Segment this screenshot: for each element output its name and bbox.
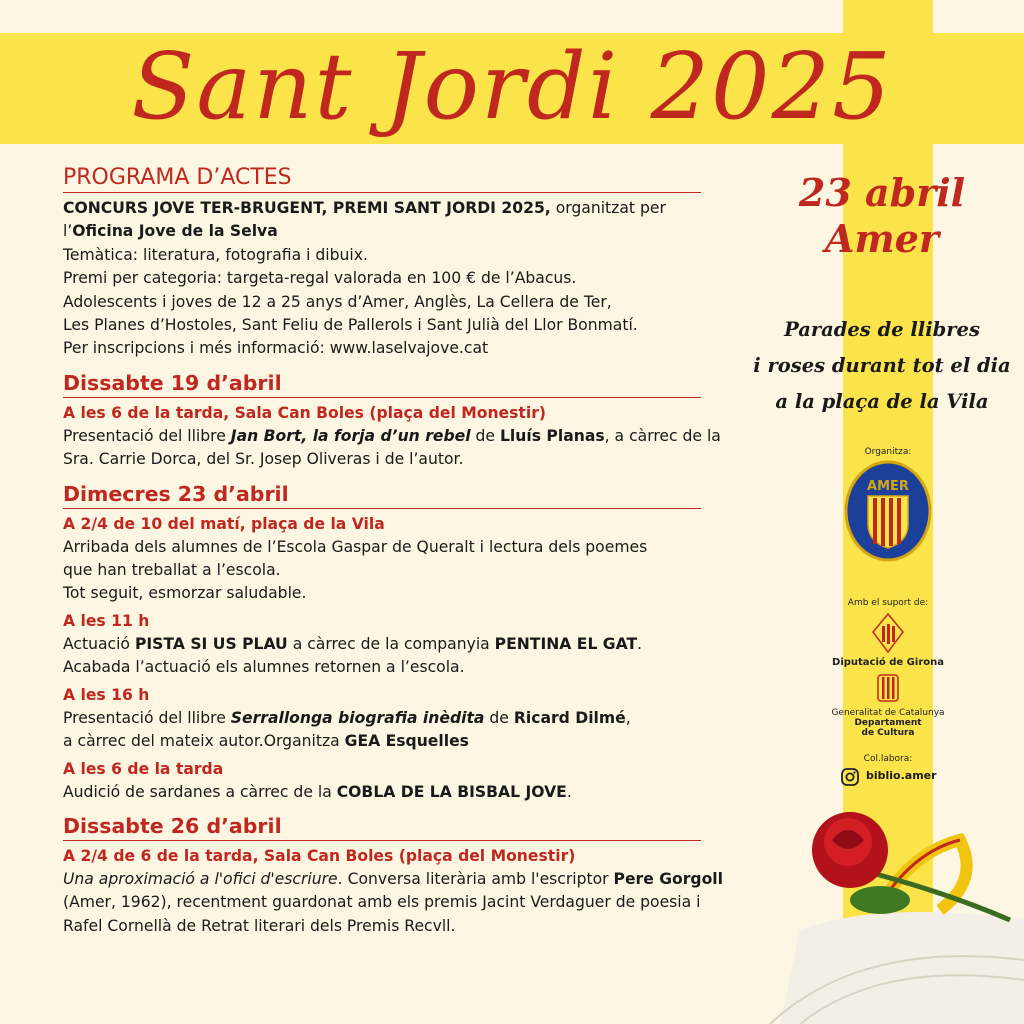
text: de bbox=[484, 708, 514, 727]
day3-time: A 2/4 de 6 de la tarda, Sala Can Boles (plaça del Monestir) bbox=[63, 846, 576, 865]
contest-towns: Les Planes d’Hostoles, Sant Feliu de Pallerols i Sant Julià del Llor Bonmatí. bbox=[63, 316, 638, 335]
text: . Conversa literària amb l'escriptor bbox=[337, 869, 614, 888]
day2-e3-time: A les 16 h bbox=[63, 685, 150, 704]
department-line2: de Cultura bbox=[861, 728, 915, 738]
day1-time: A les 6 de la tarda, Sala Can Boles (plaça del Monestir) bbox=[63, 403, 547, 422]
text: Actuació bbox=[63, 634, 135, 653]
day2-e2-line2: Acabada l’actuació els alumnes retornen a l’escola. bbox=[63, 658, 465, 677]
day2-e3-line1 bbox=[63, 707, 723, 730]
text: de bbox=[470, 426, 500, 445]
amer-crest-logo bbox=[844, 460, 932, 562]
day2-e4-band: COBLA DE LA BISBAL JOVE bbox=[336, 782, 567, 801]
text: , a càrrec de la Sra. Carrie Dorca, del Sr. Josep Oliveras i de l’autor. bbox=[63, 426, 721, 469]
day2-e1-line3: Tot seguit, esmorzar saludable. bbox=[63, 584, 307, 603]
contest-theme: Temàtica: literatura, fotografia i dibuix. bbox=[63, 245, 368, 264]
stalls-line2: i roses durant tot el dia bbox=[753, 354, 1011, 377]
day2-e3-book: Serrallonga biografia inèdita bbox=[230, 708, 485, 727]
contest-age: Adolescents i joves de 12 a 25 anys d’Amer, Anglès, La Cellera de Ter, bbox=[63, 292, 612, 311]
day1-title: Dissabte 19 d’abril bbox=[63, 370, 282, 395]
contest-text: organitzat per l’ bbox=[63, 199, 666, 241]
day2-e1-time: A 2/4 de 10 del matí, plaça de la Vila bbox=[63, 514, 385, 533]
text: a càrrec del mateix autor.Organitza bbox=[63, 732, 345, 751]
text: Audició de sardanes a càrrec de la bbox=[63, 782, 337, 801]
day2-title: Dimecres 23 d’abril bbox=[63, 481, 289, 506]
day2-company: PENTINA EL GAT bbox=[494, 634, 638, 653]
day3-talk: Una aproximació a l'ofici d'escriure bbox=[63, 869, 338, 888]
collabora-label: Col.labora: bbox=[863, 754, 913, 764]
stalls-info bbox=[740, 312, 1024, 420]
stalls-line3: a la plaça de la Vila bbox=[775, 390, 989, 413]
text: . bbox=[566, 782, 572, 801]
text: Presentació del llibre bbox=[63, 426, 231, 445]
event-date bbox=[740, 170, 1024, 262]
rose-and-book-illustration bbox=[740, 780, 1024, 1024]
generalitat-label: Generalitat de Catalunya bbox=[831, 708, 945, 718]
biblio-handle: biblio.amer bbox=[866, 769, 937, 782]
text: , bbox=[625, 708, 631, 727]
divider bbox=[63, 840, 701, 841]
day2-e1-line1: Arribada dels alumnes de l’Escola Gaspar de Queralt i lectura dels poemes bbox=[63, 537, 648, 556]
diputacio-logo-icon bbox=[871, 612, 905, 654]
day2-e3-author: Ricard Dilmé bbox=[513, 708, 626, 727]
day1-author: Lluís Planas bbox=[499, 426, 605, 445]
program-heading: PROGRAMA D’ACTES bbox=[63, 165, 292, 190]
contest-name: CONCURS JOVE TER-BRUGENT, PREMI SANT JORDI 2025, bbox=[63, 199, 551, 217]
day2-e2-line1 bbox=[63, 633, 723, 656]
text: Presentació del llibre bbox=[63, 708, 231, 727]
day3-event bbox=[63, 868, 723, 938]
contest-organizer: Oficina Jove de la Selva bbox=[72, 222, 278, 241]
day2-show: PISTA SI US PLAU bbox=[134, 634, 288, 653]
support-label: Amb el suport de: bbox=[847, 598, 929, 608]
program bbox=[63, 164, 723, 938]
department-line1: Departament bbox=[854, 718, 922, 728]
stalls-line1: Parades de llibres bbox=[784, 318, 980, 341]
day2-e3-org: GEA Esquelles bbox=[344, 732, 469, 751]
day3-writer: Pere Gorgoll bbox=[613, 869, 723, 888]
day2-e2-time: A les 11 h bbox=[63, 611, 150, 630]
day3-title: Dissabte 26 d’abril bbox=[63, 813, 282, 838]
text: (Amer, 1962), recentment guardonat amb els premis Jacint Verdaguer de poesia i Rafel Cornellà de Retrat literari dels Premis Recvll. bbox=[63, 893, 701, 935]
organitza-label: Organitza: bbox=[864, 447, 912, 457]
text: a càrrec de la companyia bbox=[287, 634, 495, 653]
divider bbox=[63, 508, 701, 509]
day2-e4-time: A les 6 de la tarda bbox=[63, 759, 224, 778]
day1-book: Jan Bort, la forja d’un rebel bbox=[230, 426, 471, 445]
date-label: 23 abril bbox=[798, 170, 966, 215]
page-title: Sant Jordi 2025 bbox=[131, 33, 893, 140]
contest-prize: Premi per categoria: targeta-regal valorada en 100 € de l’Abacus. bbox=[63, 269, 577, 288]
day2-e1-line2: que han treballat a l’escola. bbox=[63, 561, 281, 580]
day2-e3-line2 bbox=[63, 730, 723, 753]
day1-event bbox=[63, 425, 723, 472]
day2-e4-line bbox=[63, 781, 723, 804]
contest-info bbox=[63, 197, 723, 244]
generalitat-logo-icon bbox=[877, 674, 899, 704]
divider bbox=[63, 192, 701, 193]
crest-text: AMER bbox=[867, 479, 909, 494]
text: . bbox=[637, 634, 643, 653]
divider bbox=[63, 397, 701, 398]
place-label: Amer bbox=[825, 216, 939, 261]
diputacio-label: Diputació de Girona bbox=[832, 657, 944, 668]
contest-info-link: Per inscripcions i més informació: www.laselvajove.cat bbox=[63, 339, 489, 358]
